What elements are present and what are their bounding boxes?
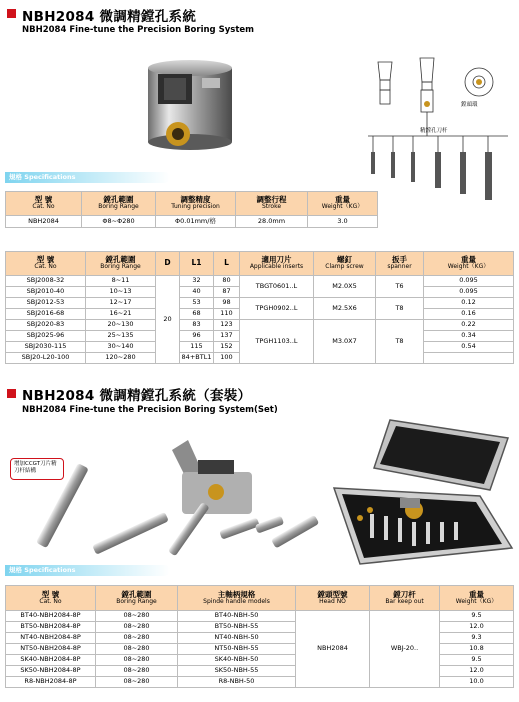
t2-header-range [86, 252, 156, 276]
table-cell: 25~135 [86, 331, 156, 342]
table-cell: 53 [180, 298, 214, 309]
table-cell: 08~280 [96, 633, 178, 644]
table-cell: BT50-NBH2084-8P [6, 622, 96, 633]
table-cell: 120~280 [86, 353, 156, 364]
header-label-en: Boring Range [100, 263, 141, 271]
table-cell: 115 [180, 342, 214, 353]
header-label-en: Tuning precision [171, 203, 220, 211]
t2-header-d [156, 252, 180, 276]
table-cell: 0.095 [424, 287, 514, 298]
header-label-en: Weight（KG） [321, 203, 364, 211]
table-cell: 08~280 [96, 677, 178, 688]
t3-header-weight [440, 586, 514, 611]
header-label-en: Cat. No [39, 597, 62, 605]
header-label-zh: 鏜孔範圍 [121, 589, 152, 599]
table-cell: 10.0 [440, 677, 514, 688]
header-label-en: Spinde handle models [203, 597, 270, 605]
section2-title: NBH2084 微調精鏜孔系統（套裝） [22, 388, 252, 404]
header-label-zh: 調整精度 [180, 195, 211, 205]
t3-header-cat [6, 586, 96, 611]
table-cell: 80 [214, 276, 240, 287]
t3-header-bar [370, 586, 440, 611]
t3-header-head [296, 586, 370, 611]
table-cell: 110 [214, 309, 240, 320]
table-cell: SBJ20-L20-100 [6, 353, 86, 364]
t2-header-spanner [376, 252, 424, 276]
table-cell: 30~140 [86, 342, 156, 353]
header-label-zh: 調整行程 [256, 195, 287, 205]
table-cell: 0.34 [424, 331, 514, 342]
section2-subtitle: NBH2084 Fine-tune the Precision Boring System(Set) [22, 405, 278, 415]
spec-table-1 [5, 191, 378, 228]
t2-header-cat [6, 252, 86, 276]
header-label-en: Boring Range [116, 597, 157, 605]
table-cell: SK40-NBH2084-8P [6, 655, 96, 666]
section2-marker [7, 389, 16, 398]
table-cell: 9.5 [440, 611, 514, 622]
table-cell: 3.0 [308, 216, 378, 228]
table-cell: 12.0 [440, 666, 514, 677]
table-cell: M3.0X7 [314, 320, 376, 364]
t2-d-value: 20 [156, 276, 180, 364]
table-cell: NT50-NBH-55 [178, 644, 296, 655]
t2-header-screw [314, 252, 376, 276]
table-cell: M2.5X6 [314, 298, 376, 320]
table-cell: SBJ2010-40 [6, 287, 86, 298]
table-cell: SBJ2016-68 [6, 309, 86, 320]
table-cell: 08~280 [96, 622, 178, 633]
header-label-zh: 重量 [461, 255, 476, 265]
t3-head-no: NBH2084 [296, 611, 370, 688]
table-cell: 0.095 [424, 276, 514, 287]
table-cell: SBJ2020-83 [6, 320, 86, 331]
spec-bar-2: 規格 Specifications [5, 565, 170, 576]
table-cell: 10.8 [440, 644, 514, 655]
table-cell: 84+BTL1 [180, 353, 214, 364]
table-cell: SK50-NBH-55 [178, 666, 296, 677]
table-cell: 68 [180, 309, 214, 320]
ccgt-callout: 增加CCGT刀片精刀杆結構 [10, 458, 64, 480]
table-cell: 9.5 [440, 655, 514, 666]
table-cell: 40 [180, 287, 214, 298]
header-label-zh: D [164, 258, 171, 268]
section1-marker [7, 9, 16, 18]
header-label-zh: 螺釘 [337, 255, 352, 265]
t2-header-l1 [180, 252, 214, 276]
table-cell: 123 [214, 320, 240, 331]
t1-header-cat [6, 192, 82, 216]
header-label-en: Cat. No [34, 263, 57, 271]
table-cell: 10~13 [86, 287, 156, 298]
table-cell: SBJ2012-53 [6, 298, 86, 309]
table-row [6, 216, 378, 228]
table-cell [424, 353, 514, 364]
table-cell: 152 [214, 342, 240, 353]
table-cell: BT40-NBH-50 [178, 611, 296, 622]
table-cell: SK40-NBH-50 [178, 655, 296, 666]
table-cell: 32 [180, 276, 214, 287]
boring-head-photo [130, 56, 250, 164]
table-cell: 0.16 [424, 309, 514, 320]
table-cell: TPGH0902..L [240, 298, 314, 320]
table-cell: SK50-NBH2084-8P [6, 666, 96, 677]
table-cell: SBJ2030-115 [6, 342, 86, 353]
table-cell: 20~130 [86, 320, 156, 331]
header-label-zh: 鏜頭型號 [317, 589, 348, 599]
table-cell: 0.54 [424, 342, 514, 353]
table-cell: 137 [214, 331, 240, 342]
header-label-zh: 鏜刀杆 [393, 589, 416, 599]
table-cell: R8-NBH2084-8P [6, 677, 96, 688]
table-cell: 87 [214, 287, 240, 298]
header-label-en: Head NO [319, 597, 346, 605]
header-label-en: Cat. No [32, 203, 55, 211]
section1-subtitle: NBH2084 Fine-tune the Precision Boring System [22, 25, 255, 35]
table-cell: 98 [214, 298, 240, 309]
table-cell: BT40-NBH2084-8P [6, 611, 96, 622]
header-label-zh: 重量 [335, 195, 350, 205]
t1-header-range [82, 192, 156, 216]
table-row [6, 276, 514, 287]
table-cell: 08~280 [96, 666, 178, 677]
diagram-label-bar: 精鏜孔刀杆 [420, 128, 448, 134]
header-label-zh: 型 號 [41, 589, 60, 599]
table-cell: T8 [376, 298, 424, 320]
table-cell: NBH2084 [6, 216, 82, 228]
t3-bar: WBJ-20.. [370, 611, 440, 688]
table-cell: NT40-NBH2084-8P [6, 633, 96, 644]
header-label-en: Clamp screw [325, 263, 364, 271]
table-cell: TBGT0601..L [240, 276, 314, 298]
header-label-en: spanner [387, 263, 412, 271]
table-cell: 0.12 [424, 298, 514, 309]
header-label-en: Weight（KG） [455, 597, 498, 605]
table-cell: 83 [180, 320, 214, 331]
spec-bar-1: 規格 Specifications [5, 172, 170, 183]
table-cell: NT40-NBH-50 [178, 633, 296, 644]
header-label-en: Boring Range [98, 203, 139, 211]
table-cell: 8~11 [86, 276, 156, 287]
table-cell: BT50-NBH-55 [178, 622, 296, 633]
spec-table-3 [5, 585, 514, 688]
table-row [6, 320, 514, 331]
header-label-zh: 型 號 [34, 195, 53, 205]
table-cell: TPGH1103..L [240, 320, 314, 364]
section1-title: NBH2084 微調精鏜孔系統 [22, 9, 197, 25]
spec-table-2 [5, 251, 514, 364]
diagram-label-head: 鏜頭環 [461, 102, 478, 108]
table-cell: Φ8~Φ280 [82, 216, 156, 228]
table-cell: 9.3 [440, 633, 514, 644]
t3-header-range [96, 586, 178, 611]
header-label-zh: 適用刀片 [261, 255, 292, 265]
table-row [6, 611, 514, 622]
table-cell: 16~21 [86, 309, 156, 320]
header-label-zh: 鏜孔範圍 [105, 255, 136, 265]
table-cell: 08~280 [96, 611, 178, 622]
boring-set-photo [20, 420, 320, 570]
table-cell: 12~17 [86, 298, 156, 309]
header-label-zh: L [224, 258, 229, 268]
header-label-en: Stroke [261, 203, 282, 211]
t2-header-weight [424, 252, 514, 276]
t1-header-stroke [236, 192, 308, 216]
header-label-zh: 鏜孔範圍 [103, 195, 134, 205]
t2-header-inserts [240, 252, 314, 276]
table-cell: 28.0mm [236, 216, 308, 228]
table-cell: 08~280 [96, 644, 178, 655]
header-label-zh: 重量 [469, 589, 484, 599]
header-label-en: Applicable inserts [249, 263, 304, 271]
table-cell: M2.0X5 [314, 276, 376, 298]
t1-header-precision [156, 192, 236, 216]
header-label-zh: 型 號 [36, 255, 55, 265]
header-label-zh: 主軸柄規格 [217, 589, 256, 599]
header-label-zh: 扳手 [392, 255, 407, 265]
t1-header-weight [308, 192, 378, 216]
table-cell: 96 [180, 331, 214, 342]
table-cell: R8-NBH-50 [178, 677, 296, 688]
t3-header-spindle [178, 586, 296, 611]
system-diagram [358, 56, 518, 216]
table-cell: 0.22 [424, 320, 514, 331]
table-cell: T8 [376, 320, 424, 364]
t2-header-l [214, 252, 240, 276]
table-cell: T6 [376, 276, 424, 298]
table-cell: SBJ2008-32 [6, 276, 86, 287]
header-label-en: Weight（KG） [447, 263, 490, 271]
tool-case-photo [330, 418, 516, 568]
table-cell: 08~280 [96, 655, 178, 666]
table-row [6, 298, 514, 309]
table-cell: 100 [214, 353, 240, 364]
table-cell: NT50-NBH2084-8P [6, 644, 96, 655]
header-label-zh: L1 [191, 258, 202, 268]
table-cell: Φ0.01mm/格 [156, 216, 236, 228]
header-label-en: Bar keep out [385, 597, 424, 605]
table-cell: SBJ2025-96 [6, 331, 86, 342]
table-cell: 12.0 [440, 622, 514, 633]
